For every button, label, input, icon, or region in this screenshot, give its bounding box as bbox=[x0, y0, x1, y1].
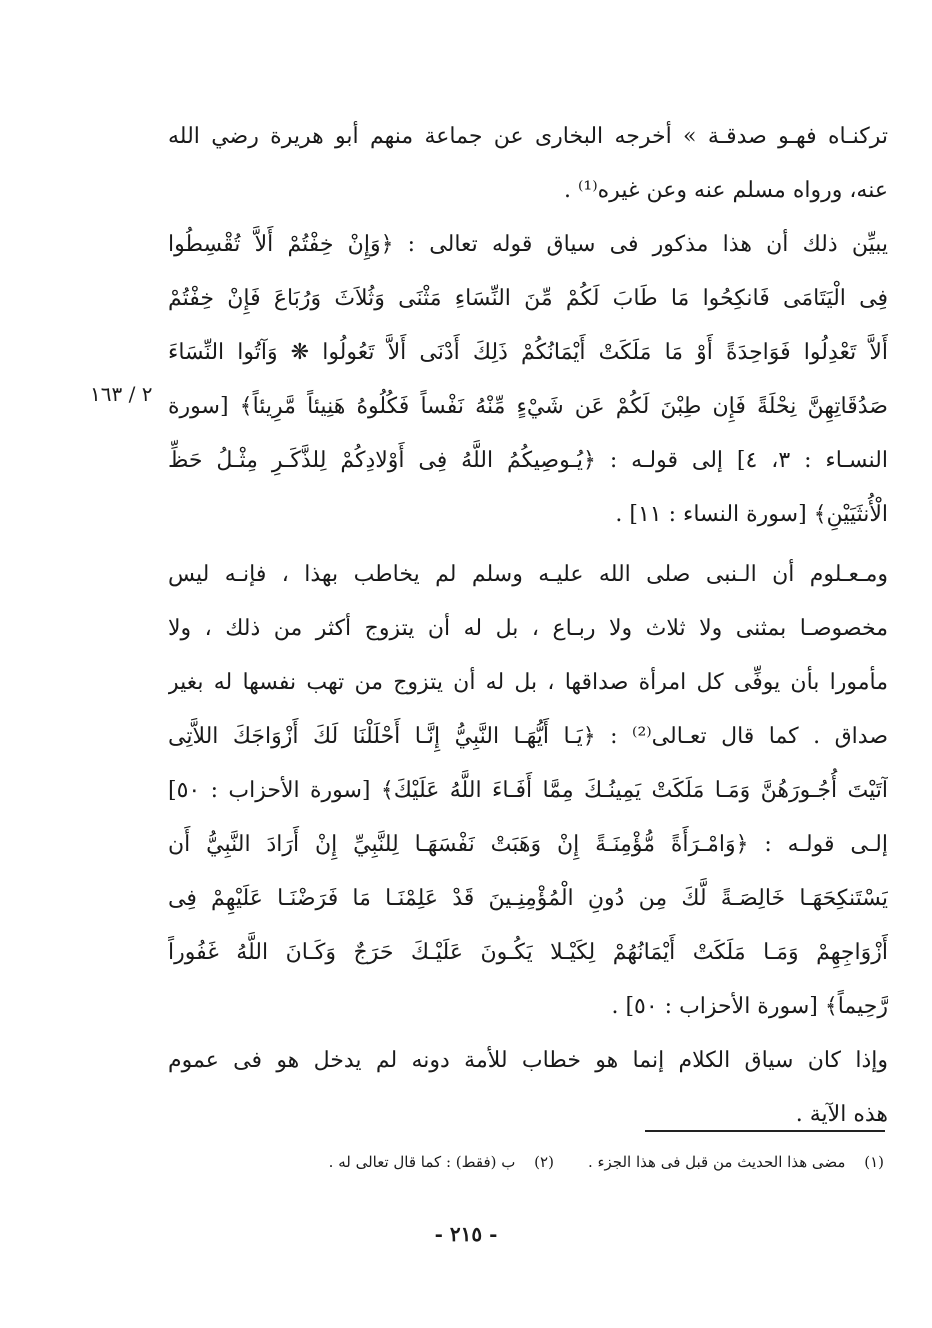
text-line: الْأُنثَيَيْنِ﴾ [سورة النساء : ١١] . bbox=[615, 502, 888, 527]
text-line: أَلاَّ تَعْدِلُوا فَوَاحِدَةً أَوْ مَا مَلَكَتْ أَيْمَانُكُمْ ذَلِكَ أَدْنَى أَلاَّ تَعُولُوا ❋ وَآتُوا النِّسَاءَ bbox=[168, 340, 888, 365]
text-line: فِى الْيَتَامَى فَانكِحُوا مَا طَابَ لَكُمْ مِّنَ النِّسَاءِ مَثْنَى وَثُلاَثَ وَرُبَاعَ فَإِنْ خِفْتُمْ bbox=[168, 286, 888, 311]
footnote-number: (٢) bbox=[534, 1153, 554, 1171]
footnote-divider bbox=[645, 1130, 885, 1132]
text-line: يَسْتَنكِحَهَـا خَالِصَـةً لَّكَ مِن دُونِ الْمُؤْمِنِـينَ قَدْ عَلِمْنَـا مَا فَرَضْنَـا عَلَيْهِمْ فِى bbox=[168, 886, 888, 911]
text-line: آتَيْتَ أُجُـورَهُنَّ وَمَـا مَلَكَتْ يَمِينُـكَ مِمَّا أَفَـاءَ اللَّهُ عَلَيْكَ﴾ [سورة الأحزاب : ٥٠] bbox=[168, 778, 888, 803]
footnote-item bbox=[588, 1150, 884, 1174]
page-number: - ٢١٥ - bbox=[434, 1222, 498, 1246]
text-line: النسـاء : ٣، ٤] إلى قولـه : ﴿يُـوصِيكُمُ اللَّهُ فِى أَوْلادِكُمْ لِلذَّكَـرِ مِثْـلُ حَظِّ bbox=[168, 448, 888, 473]
text-line: مخصوصـا بمثنى ولا ثلاث ولا ربـاع ، بل له أن يتزوج أكثر من ذلك ، ولا bbox=[168, 616, 888, 641]
text-line: رَّحِيماً﴾ [سورة الأحزاب : ٥٠] . bbox=[611, 994, 888, 1019]
text-line: تركنـاه فهـو صدقـة » أخرجه البخارى عن جماعة منهم أبو هريرة رضي الله bbox=[168, 124, 888, 149]
text-line: صَدُقَاتِهِنَّ نِحْلَةً فَإِن طِبْنَ لَكُمْ عَن شَيْءٍ مِّنْهُ نَفْساً فَكُلُوهُ هَنِيئاً مَّرِيئاً﴾ [سورة bbox=[168, 394, 888, 419]
text-line: هذه الآية . bbox=[795, 1102, 888, 1127]
footnote-text: مضى هذا الحديث من قبل فى هذا الجزء . bbox=[587, 1153, 846, 1171]
text-line: إلـى قولـه : ﴿وَامْـرَأَةً مُّؤْمِنَـةً إِنْ وَهَبَتْ نَفْسَهَـا لِلنَّبِيِّ إِنْ أَرَادَ النَّبِيُّ أَن bbox=[168, 832, 888, 857]
text-line: مأمورا بأن يوفِّى كل امرأة صداقها ، بل له أن يتزوج من تهب نفسها له بغير bbox=[168, 670, 888, 695]
footnote-text: ب (فقط) : كما قال تعالى له . bbox=[328, 1153, 516, 1171]
footnotes bbox=[184, 1150, 884, 1174]
text-line: يبيِّن ذلك أن هذا مذكور فى سياق قوله تعالى : ﴿وَإِنْ خِفْتُمْ أَلاَّ تُقْسِطُوا bbox=[168, 232, 888, 257]
text-line: أَزْوَاجِهِمْ وَمَـا مَلَكَتْ أَيْمَانُهُمْ لِكَيْـلا يَكُـونَ عَلَيْـكَ حَرَجٌ وَكَـانَ اللَّهُ غَفُوراً bbox=[168, 940, 888, 965]
text-line: عنه، ورواه مسلم عنه وعن غيره⁽¹⁾ . bbox=[564, 178, 888, 203]
body-text bbox=[168, 110, 888, 1142]
footnote-number: (١) bbox=[864, 1153, 884, 1171]
footnote-item bbox=[329, 1150, 554, 1174]
text-line: ومـعـلوم أن الـنبى صلى الله عليـه وسلم لم يخاطب بهذا ، فإنـه ليس bbox=[168, 562, 888, 587]
text-line: وإذا كان سياق الكلام إنما هو خطاب للأمة دونه لم يدخل هو فى عموم bbox=[168, 1048, 888, 1073]
text-line: صداق . كما قال تعـالى⁽²⁾ : ﴿يَـا أَيُّهَـا النَّبِيُّ إِنَّـا أَحْلَلْنَا لَكَ أَزْوَاجَكَ اللاَّتِى bbox=[168, 724, 888, 749]
margin-reference: ٢ / ١٦٣ bbox=[90, 382, 153, 406]
